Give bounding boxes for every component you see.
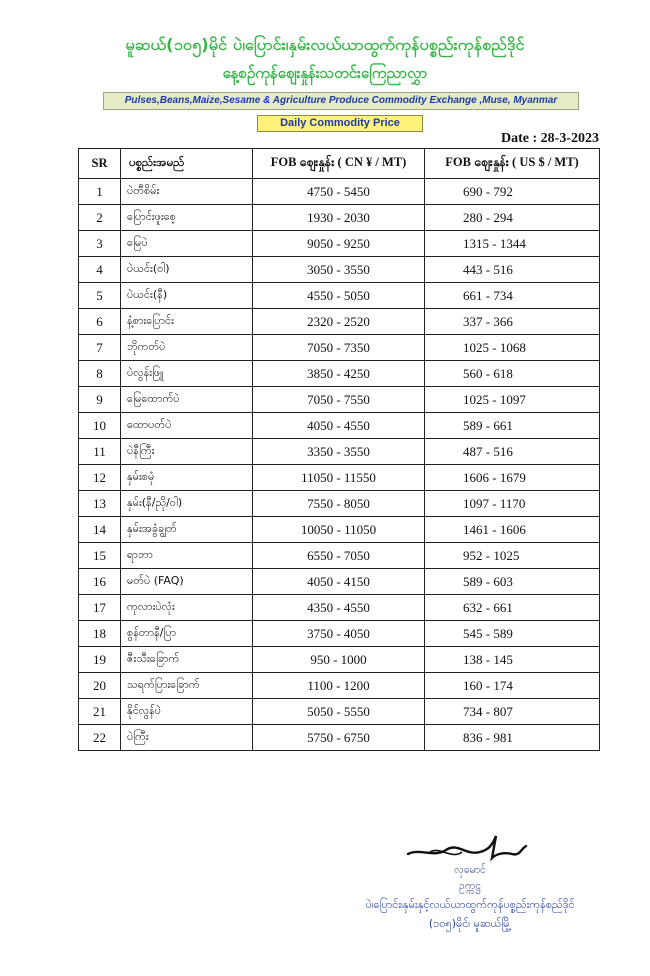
- table-row: [79, 439, 600, 465]
- row-fob-usd: 690 - 792: [425, 179, 600, 205]
- row-fob-usd: 734 - 807: [425, 699, 600, 725]
- row-fob-usd: 1461 - 1606: [425, 517, 600, 543]
- row-sr: 8: [79, 361, 121, 387]
- row-fob-usd: 160 - 174: [425, 673, 600, 699]
- exchange-name-banner: Pulses,Beans,Maize,Sesame & Agriculture Produce Commodity Exchange ,Muse, Myanmar: [103, 92, 579, 110]
- table-row: [79, 361, 600, 387]
- row-sr: 3: [79, 231, 121, 257]
- row-sr: 15: [79, 543, 121, 569]
- row-commodity-name: မြေထောက်ပဲ: [121, 387, 253, 413]
- table-row: [79, 673, 600, 699]
- table-row: [79, 309, 600, 335]
- header-fob-usd: FOB ဈေးနှုန်း ( US $ / MT): [425, 149, 600, 179]
- table-row: [79, 465, 600, 491]
- row-fob-cny: 10050 - 11050: [253, 517, 425, 543]
- row-fob-cny: 5050 - 5550: [253, 699, 425, 725]
- row-sr: 10: [79, 413, 121, 439]
- signatory-name: လှမောင်: [454, 864, 486, 876]
- row-fob-usd: 589 - 603: [425, 569, 600, 595]
- row-fob-usd: 138 - 145: [425, 647, 600, 673]
- row-sr: 22: [79, 725, 121, 751]
- row-sr: 5: [79, 283, 121, 309]
- row-fob-cny: 6550 - 7050: [253, 543, 425, 569]
- row-fob-usd: 560 - 618: [425, 361, 600, 387]
- row-commodity-name: သရက်ပြားခြောက်: [121, 673, 253, 699]
- row-commodity-name: မတ်ပဲ (FAQ): [121, 569, 253, 595]
- row-fob-usd: 1097 - 1170: [425, 491, 600, 517]
- table-row: [79, 179, 600, 205]
- row-sr: 2: [79, 205, 121, 231]
- table-row: [79, 621, 600, 647]
- table-row: [79, 699, 600, 725]
- row-sr: 12: [79, 465, 121, 491]
- row-fob-usd: 1606 - 1679: [425, 465, 600, 491]
- row-fob-cny: 3350 - 3550: [253, 439, 425, 465]
- table-row: [79, 569, 600, 595]
- row-sr: 18: [79, 621, 121, 647]
- row-fob-usd: 632 - 661: [425, 595, 600, 621]
- row-commodity-name: ပဲတီစိမ်း: [121, 179, 253, 205]
- table-row: [79, 413, 600, 439]
- row-fob-usd: 443 - 516: [425, 257, 600, 283]
- row-commodity-name: ပဲယင်း(ဝါ): [121, 257, 253, 283]
- row-sr: 1: [79, 179, 121, 205]
- row-fob-cny: 950 - 1000: [253, 647, 425, 673]
- table-row: [79, 231, 600, 257]
- row-commodity-name: ကုလားပဲလုံး: [121, 595, 253, 621]
- row-fob-cny: 7550 - 8050: [253, 491, 425, 517]
- handwritten-signature: [400, 828, 530, 868]
- row-fob-usd: 952 - 1025: [425, 543, 600, 569]
- table-row: [79, 283, 600, 309]
- row-fob-usd: 836 - 981: [425, 725, 600, 751]
- row-commodity-name: နှမ်းအခွံချွတ်: [121, 517, 253, 543]
- signature-block: [300, 828, 620, 958]
- row-sr: 4: [79, 257, 121, 283]
- signatory-location: (၁၀၅)မိုင်၊ မူဆယ်မြို့: [428, 917, 512, 930]
- row-sr: 21: [79, 699, 121, 725]
- row-fob-usd: 337 - 366: [425, 309, 600, 335]
- row-sr: 7: [79, 335, 121, 361]
- daily-commodity-price-label: Daily Commodity Price: [257, 115, 423, 132]
- row-commodity-name: ရာဘာ: [121, 543, 253, 569]
- header-sr: SR: [79, 149, 121, 179]
- table-row: [79, 257, 600, 283]
- row-commodity-name: ထောပတ်ပဲ: [121, 413, 253, 439]
- signatory-organization: ပဲ၊ပြောင်း၊နှမ်းနှင့်လယ်ယာထွက်ကုန်ပစ္စည်းကုန်စည်ဒိုင်: [365, 898, 575, 911]
- row-commodity-name: ပဲယင်း(နီ): [121, 283, 253, 309]
- row-commodity-name: ပဲလွန်းဖြူ: [121, 361, 253, 387]
- row-commodity-name: နိုင်လွန်ပဲ: [121, 699, 253, 725]
- table-row: [79, 335, 600, 361]
- table-row: [79, 647, 600, 673]
- row-fob-cny: 4750 - 5450: [253, 179, 425, 205]
- report-date: Date : 28-3-2023: [501, 131, 599, 146]
- table-row: [79, 595, 600, 621]
- row-commodity-name: မြေပဲ: [121, 231, 253, 257]
- row-fob-cny: 1100 - 1200: [253, 673, 425, 699]
- table-row: [79, 491, 600, 517]
- row-fob-cny: 3850 - 4250: [253, 361, 425, 387]
- row-sr: 17: [79, 595, 121, 621]
- table-row: [79, 725, 600, 751]
- row-fob-usd: 661 - 734: [425, 283, 600, 309]
- signatory-title: ဥက္ကဋ္ဌ: [459, 880, 481, 892]
- header-commodity-name: ပစ္စည်းအမည်: [121, 149, 253, 179]
- header-title-line1: မူဆယ်(၁၀၅)မိုင် ပဲ၊ပြောင်း၊နှမ်းလယ်ယာထွက်ကုန်ပစ္စည်းကုန်စည်ဒိုင်: [125, 35, 525, 54]
- row-fob-cny: 3050 - 3550: [253, 257, 425, 283]
- header-fob-cny: FOB ဈေးနှုန်း ( CN ¥ / MT): [253, 149, 425, 179]
- row-sr: 11: [79, 439, 121, 465]
- header-title-line2: နေ့စဉ်ကုန်ဈေးနှုန်းသတင်းကြေညာလွှာ: [222, 64, 428, 82]
- row-fob-usd: 1315 - 1344: [425, 231, 600, 257]
- row-sr: 20: [79, 673, 121, 699]
- row-sr: 16: [79, 569, 121, 595]
- row-commodity-name: ပဲကြီး: [121, 725, 253, 751]
- row-fob-usd: 1025 - 1068: [425, 335, 600, 361]
- row-fob-usd: 545 - 589: [425, 621, 600, 647]
- table-row: [79, 543, 600, 569]
- table-row: [79, 517, 600, 543]
- row-commodity-name: နံ့စားပြောင်း: [121, 309, 253, 335]
- table-row: [79, 387, 600, 413]
- row-fob-cny: 4350 - 4550: [253, 595, 425, 621]
- row-fob-cny: 7050 - 7350: [253, 335, 425, 361]
- table-header-row: [79, 149, 600, 179]
- row-fob-usd: 589 - 661: [425, 413, 600, 439]
- row-sr: 14: [79, 517, 121, 543]
- row-fob-usd: 487 - 516: [425, 439, 600, 465]
- row-fob-cny: 7050 - 7550: [253, 387, 425, 413]
- row-sr: 13: [79, 491, 121, 517]
- row-fob-cny: 3750 - 4050: [253, 621, 425, 647]
- row-commodity-name: နှမ်း(နီ/ညို/ဝါ): [121, 491, 253, 517]
- row-fob-cny: 2320 - 2520: [253, 309, 425, 335]
- row-commodity-name: ပြောင်းဖူးစေ့: [121, 205, 253, 231]
- price-table: [78, 148, 600, 751]
- row-fob-cny: 1930 - 2030: [253, 205, 425, 231]
- row-sr: 19: [79, 647, 121, 673]
- row-commodity-name: ပဲနီကြီး: [121, 439, 253, 465]
- row-commodity-name: ဇီးသီးခြောက်: [121, 647, 253, 673]
- row-fob-cny: 11050 - 11550: [253, 465, 425, 491]
- row-fob-cny: 4550 - 5050: [253, 283, 425, 309]
- row-commodity-name: ဘိုကတ်ပဲ: [121, 335, 253, 361]
- row-fob-usd: 1025 - 1097: [425, 387, 600, 413]
- row-commodity-name: နှမ်းစမုံ: [121, 465, 253, 491]
- row-fob-usd: 280 - 294: [425, 205, 600, 231]
- row-commodity-name: စွန်တာနီ/ပြာ: [121, 621, 253, 647]
- row-fob-cny: 9050 - 9250: [253, 231, 425, 257]
- table-row: [79, 205, 600, 231]
- row-fob-cny: 4050 - 4550: [253, 413, 425, 439]
- row-fob-cny: 5750 - 6750: [253, 725, 425, 751]
- row-sr: 9: [79, 387, 121, 413]
- row-fob-cny: 4050 - 4150: [253, 569, 425, 595]
- row-sr: 6: [79, 309, 121, 335]
